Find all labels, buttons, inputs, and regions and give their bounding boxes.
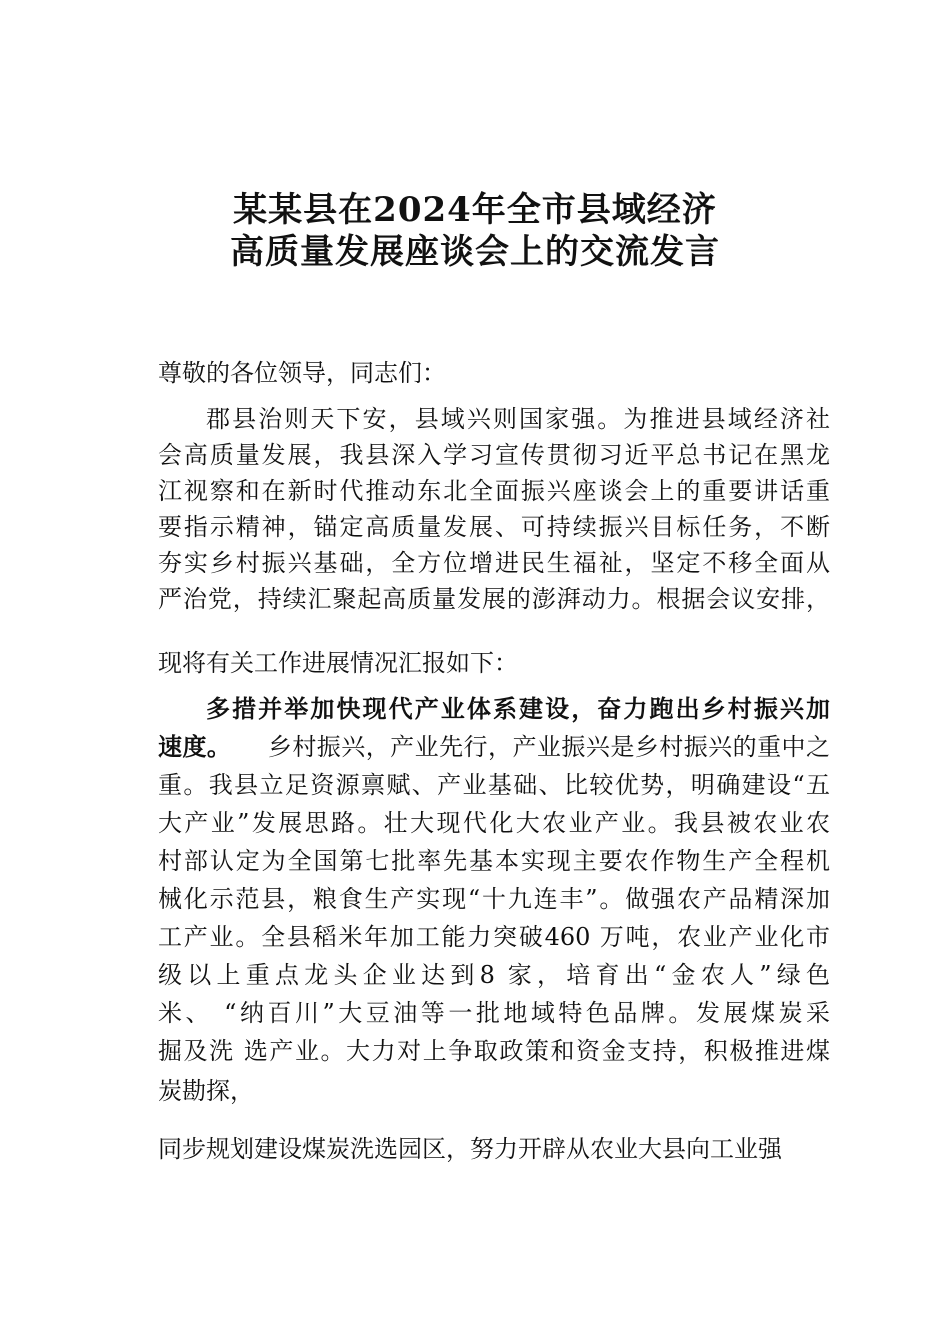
document-title-line-2: 高质量发展座谈会上的交流发言 bbox=[230, 232, 720, 272]
paragraph-2-line: 工产业。全县稻米年加工能力突破460 万吨，农业产业化市 bbox=[158, 923, 830, 951]
paragraph-3-line: 同步规划建设煤炭洗选园区，努力开辟从农业大县向工业强 bbox=[158, 1135, 782, 1163]
document-title-line-1: 某某县在2024年全市县域经济 bbox=[233, 190, 717, 230]
paragraph-2-line: 重。我县立足资源禀赋、产业基础、比较优势，明确建设“五 bbox=[158, 771, 830, 799]
paragraph-2-line: 械化示范县，粮食生产实现“十九连丰”。做强农产品精深加 bbox=[158, 885, 830, 913]
paragraph-1-line: 现将有关工作进展情况汇报如下： bbox=[158, 649, 518, 677]
paragraph-2-line: 村部认定为全国第七批率先基本实现主要农作物生产全程机 bbox=[158, 847, 830, 875]
paragraph-1-line: 江视察和在新时代推动东北全面振兴座谈会上的重要讲话重 bbox=[158, 477, 830, 505]
paragraph-2-text: 乡村振兴，产业先行，产业振兴是乡村振兴的重中之 bbox=[267, 733, 830, 761]
salutation: 尊敬的各位领导，同志们： bbox=[158, 359, 446, 387]
paragraph-2-line: 级以上重点龙头企业达到8 家，培育出“金农人”绿色 bbox=[158, 961, 830, 989]
section-heading: 多措并举加快现代产业体系建设，奋力跑出乡村振兴加 bbox=[206, 694, 830, 723]
paragraph-2-line: 米、 “纳百川”大豆油等一批地域特色品牌。发展煤炭采 bbox=[158, 999, 830, 1027]
section-heading-end: 速度。 bbox=[158, 732, 232, 761]
paragraph-1-line: 夯实乡村振兴基础，全方位增进民生福祉，坚定不移全面从 bbox=[158, 549, 830, 577]
paragraph-1-line: 郡县治则天下安，县域兴则国家强。为推进县域经济社 bbox=[206, 405, 830, 433]
paragraph-2-line: 大产业”发展思路。壮大现代化大农业产业。我县被农业农 bbox=[158, 809, 830, 837]
paragraph-1-line: 会高质量发展，我县深入学习宣传贯彻习近平总书记在黑龙 bbox=[158, 441, 830, 469]
paragraph-2-line: 炭勘探， bbox=[158, 1077, 254, 1105]
paragraph-1-line: 严治党，持续汇聚起高质量发展的澎湃动力。根据会议安排， bbox=[158, 585, 830, 613]
paragraph-2-line: 掘及洗 选产业。大力对上争取政策和资金支持，积极推进煤 bbox=[158, 1037, 830, 1065]
paragraph-2-line bbox=[158, 732, 830, 762]
paragraph-1-line: 要指示精神，锚定高质量发展、可持续振兴目标任务，不断 bbox=[158, 513, 830, 541]
